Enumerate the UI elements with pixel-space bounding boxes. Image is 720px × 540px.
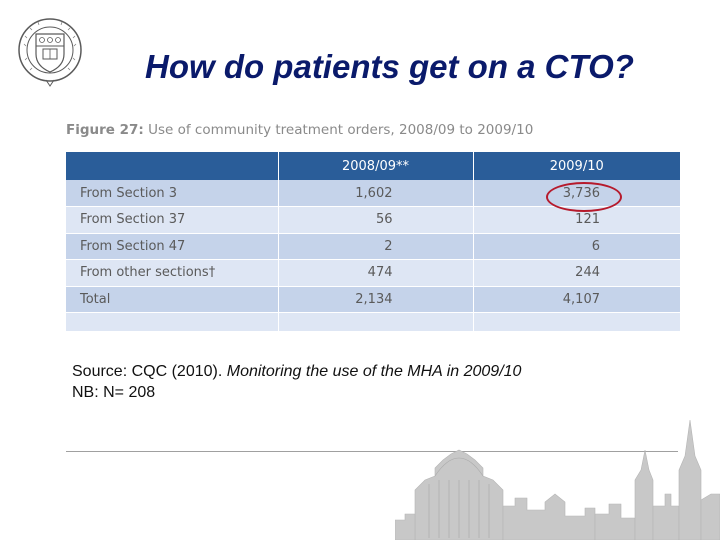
figure-caption xyxy=(66,122,626,138)
cell-total-2008-09: 2,134 xyxy=(278,286,473,313)
row-label-section-37: From Section 37 xyxy=(66,207,278,234)
source-line xyxy=(72,361,521,382)
header-2009-10: 2009/10 xyxy=(473,152,680,180)
source-note xyxy=(72,361,521,403)
row-label-section-3: From Section 3 xyxy=(66,180,278,207)
row-label-section-47: From Section 47 xyxy=(66,233,278,260)
cell-other-2008-09: 474 xyxy=(278,260,473,287)
cell-section-47-2009-10: 6 xyxy=(473,233,680,260)
table-row xyxy=(66,260,680,287)
source-title: Monitoring the use of the MHA in 2009/10 xyxy=(226,363,522,380)
cell-section-37-2009-10: 121 xyxy=(473,207,680,234)
skyline-decoration xyxy=(395,410,720,540)
sample-size-note: NB: N= 208 xyxy=(72,384,156,401)
cell-section-3-2009-10: 3,736 xyxy=(473,180,680,207)
table-row-total xyxy=(66,286,680,313)
highlight-circle xyxy=(546,182,622,212)
row-label-total: Total xyxy=(66,286,278,313)
cell-section-37-2008-09: 56 xyxy=(278,207,473,234)
slide-title: How do patients get on a CTO? xyxy=(145,48,634,85)
figure-caption-lead: Figure 27: xyxy=(66,122,144,138)
table-header-row xyxy=(66,152,680,180)
row-label-other-sections: From other sections† xyxy=(66,260,278,287)
header-2008-09: 2008/09** xyxy=(278,152,473,180)
cell-total-2009-10: 4,107 xyxy=(473,286,680,313)
source-prefix: Source: CQC (2010). xyxy=(72,363,227,380)
cto-table-container xyxy=(66,152,680,332)
university-crest-logo xyxy=(16,16,84,88)
header-empty xyxy=(66,152,278,180)
cto-table xyxy=(66,152,680,332)
cell-other-2009-10: 244 xyxy=(473,260,680,287)
figure-caption-text: Use of community treatment orders, 2008/09 to 2009/10 xyxy=(143,122,534,138)
table-row xyxy=(66,233,680,260)
cell-section-47-2008-09: 2 xyxy=(278,233,473,260)
table-spacer-row xyxy=(66,313,680,332)
cell-section-3-2008-09: 1,602 xyxy=(278,180,473,207)
